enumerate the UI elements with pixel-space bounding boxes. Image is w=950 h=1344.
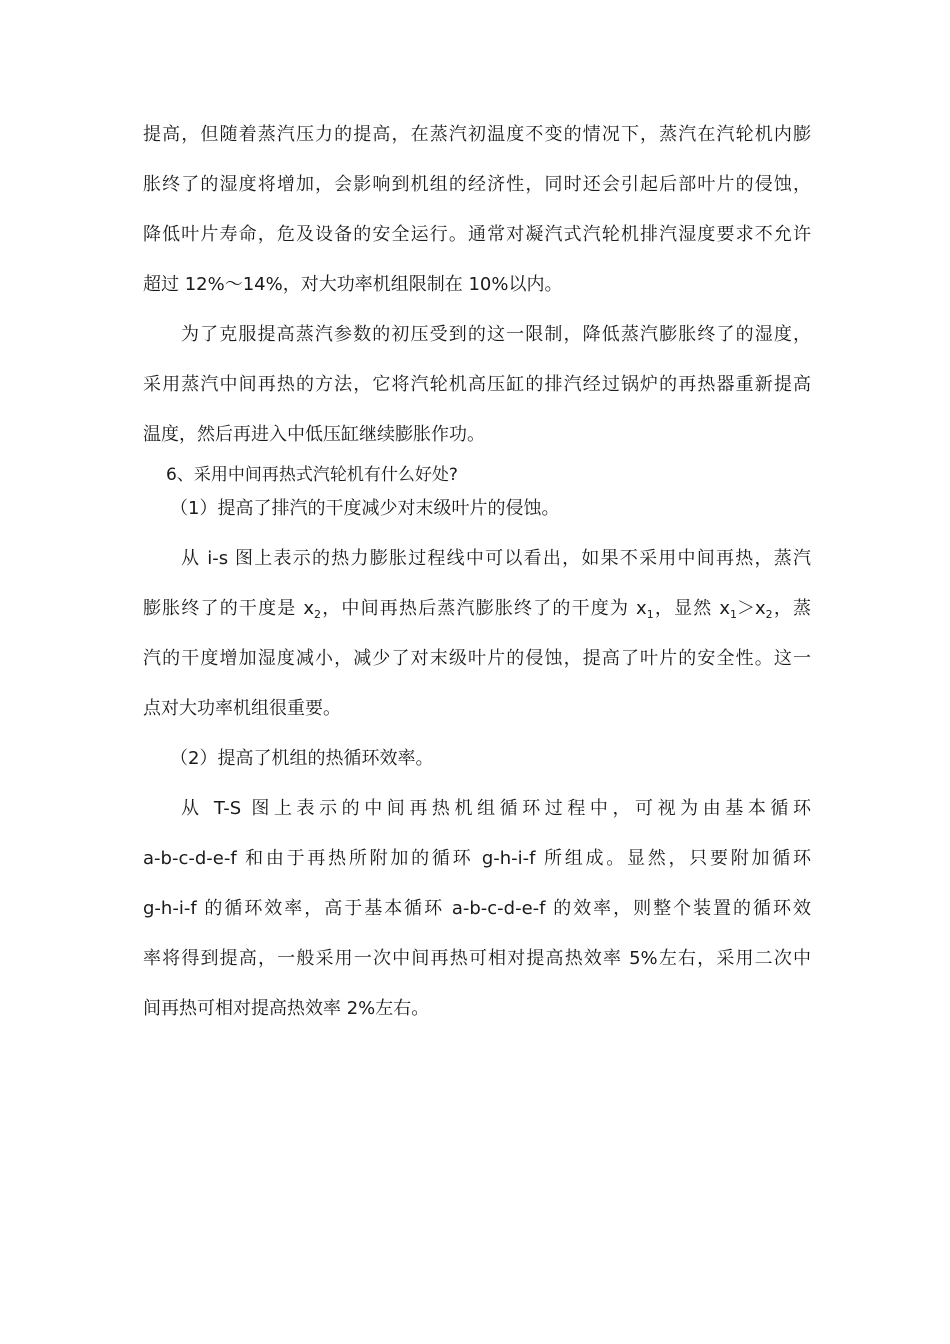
paragraph-line-6: 采用蒸汽中间再热的方法，它将汽轮机高压缸的排汽经过锅炉的再热器重新提高 [143, 374, 811, 395]
text-fragment: ，蒸 [772, 598, 812, 619]
subheading-2: （2）提高了机组的热循环效率。 [170, 748, 434, 769]
text-fragment: ＞x [737, 598, 766, 619]
paragraph-line-4: 超过 12%～14%，对大功率机组限制在 10%以内。 [143, 274, 563, 295]
paragraph-line-subscript [143, 597, 811, 621]
paragraph-line-11: 从 T-S 图上表示的中间再热机组循环过程中，可视为由基本循环 [181, 798, 811, 819]
subscript-1: 1 [730, 608, 737, 621]
subscript-2: 2 [765, 608, 773, 621]
paragraph-line-12: a-b-c-d-e-f 和由于再热所附加的循环 g-h-i-f 所组成。显然，只要附加循环 [143, 848, 811, 869]
subscript-1: 1 [646, 608, 654, 621]
text-fragment: ，中间再热后蒸汽膨胀终了的干度为 x [321, 598, 647, 619]
text-fragment: ，显然 x [653, 598, 730, 619]
paragraph-line-15: 间再热可相对提高热效率 2%左右。 [143, 998, 430, 1019]
paragraph-line-5: 为了克服提高蒸汽参数的初压受到的这一限制，降低蒸汽膨胀终了的湿度， [181, 324, 811, 345]
paragraph-line-14: 率将得到提高，一般采用一次中间再热可相对提高热效率 5%左右，采用二次中 [143, 948, 811, 969]
paragraph-line-13: g-h-i-f 的循环效率，高于基本循环 a-b-c-d-e-f 的效率，则整个装置的循环效 [143, 898, 811, 919]
paragraph-line-9: 汽的干度增加湿度减小，减少了对末级叶片的侵蚀，提高了叶片的安全性。这一 [143, 648, 811, 669]
paragraph-line-2: 胀终了的湿度将增加，会影响到机组的经济性，同时还会引起后部叶片的侵蚀， [143, 174, 811, 195]
paragraph-line-7: 温度，然后再进入中低压缸继续膨胀作功。 [143, 424, 485, 445]
subheading-1: （1）提高了排汽的干度减少对末级叶片的侵蚀。 [170, 498, 560, 519]
paragraph-line-10: 点对大功率机组很重要。 [143, 698, 341, 719]
text-fragment: 膨胀终了的干度是 x [143, 598, 315, 619]
question-heading: 6、采用中间再热式汽轮机有什么好处? [166, 465, 458, 485]
subscript-2: 2 [314, 608, 322, 621]
paragraph-line-1: 提高，但随着蒸汽压力的提高，在蒸汽初温度不变的情况下，蒸汽在汽轮机内膨 [143, 124, 811, 145]
paragraph-line-8: 从 i-s 图上表示的热力膨胀过程线中可以看出，如果不采用中间再热，蒸汽 [181, 548, 811, 569]
paragraph-line-3: 降低叶片寿命，危及设备的安全运行。通常对凝汽式汽轮机排汽湿度要求不允许 [143, 224, 811, 245]
